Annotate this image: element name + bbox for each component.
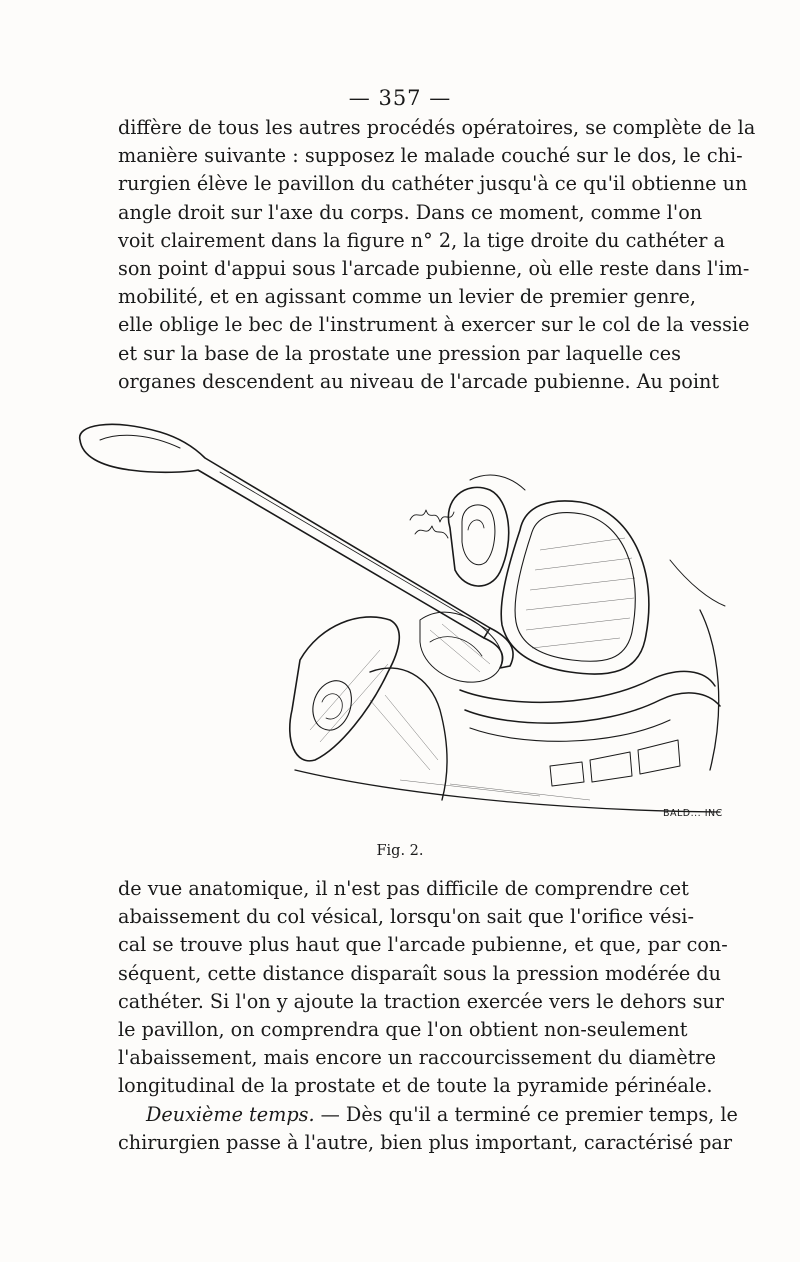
text-line: rurgien élève le pavillon du cathéter jusqu'à ce qu'il obtienne un (118, 172, 748, 196)
text-line: elle oblige le bec de l'instrument à exercer sur le col de la vessie (118, 313, 750, 337)
engraver-signature: BALD... INC (663, 808, 723, 819)
text-line: abaissement du col vésical, lorsqu'on sait que l'orifice vési- (118, 905, 694, 929)
text-line (118, 1101, 738, 1129)
text-line: de vue anatomique, il n'est pas difficile de comprendre cet (118, 877, 689, 900)
text-line: longitudinal de la prostate et de toute la pyramide périnéale. (118, 1074, 713, 1098)
text-line: organes descendent au niveau de l'arcade pubienne. Au point (118, 369, 720, 393)
text-line: et sur la base de la prostate une pression par laquelle ces (118, 341, 681, 365)
text-line: voit clairement dans la figure n° 2, la tige droite du cathéter a (118, 228, 725, 252)
page-number: — 357 — (348, 86, 452, 110)
paragraph-bottom (118, 875, 738, 1157)
text-line: cathéter. Si l'on y ajoute la traction exercée vers le dehors sur (118, 989, 724, 1013)
paragraph-top (118, 114, 756, 396)
text-line: séquent, cette distance disparaît sous la pression modérée du (118, 961, 721, 985)
text-line: manière suivante : supposez le malade couché sur le dos, le chi- (118, 144, 743, 168)
text-line: l'abaissement, mais encore un raccourcissement du diamètre (118, 1046, 716, 1070)
text-line: cal se trouve plus haut que l'arcade pubienne, et que, par con- (118, 933, 728, 957)
text-line: son point d'appui sous l'arcade pubienne, où elle reste dans l'im- (118, 257, 750, 281)
section-heading: Deuxième temps. (146, 1102, 315, 1126)
catheter-engraving (70, 410, 730, 830)
anatomical-figure (70, 410, 730, 830)
text-line: mobilité, et en agissant comme un levier de premier genre, (118, 285, 697, 309)
figure-caption: Fig. 2. (376, 843, 424, 859)
text-fragment: — Dès qu'il a terminé ce premier temps, le (314, 1102, 738, 1126)
text-line: le pavillon, on comprendra que l'on obtient non-seulement (118, 1018, 688, 1042)
text-line: angle droit sur l'axe du corps. Dans ce moment, comme l'on (118, 200, 703, 224)
text-line: diffère de tous les autres procédés opératoires, se complète de la (118, 116, 756, 139)
text-line: chirurgien passe à l'autre, bien plus important, caractérisé par (118, 1130, 733, 1154)
